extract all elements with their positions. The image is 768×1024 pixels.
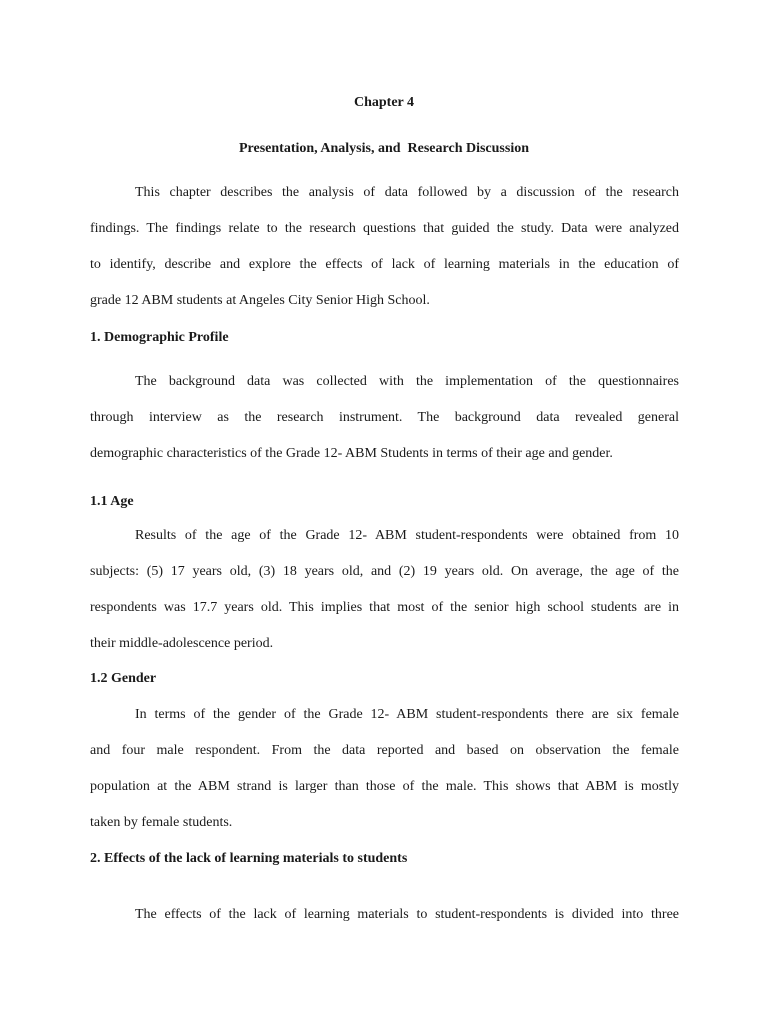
paragraph-line: Results of the age of the Grade 12- ABM student-respondents were obtained from 10 [135, 528, 679, 543]
gender-paragraph [90, 697, 679, 841]
paragraph-line: findings. The findings relate to the research questions that guided the study. Data were analyzed [90, 221, 679, 236]
chapter-title: Chapter 4 [353, 95, 415, 110]
paragraph-line: through interview as the research instrument. The background data revealed general [90, 410, 679, 425]
paragraph-line: and four male respondent. From the data reported and based on observation the female [90, 743, 679, 758]
paragraph-line: taken by female students. [90, 815, 233, 830]
paragraph-line: to identify, describe and explore the effects of lack of learning materials in the education of [90, 257, 679, 272]
effects-paragraph [90, 897, 679, 933]
paragraph-line: population at the ABM strand is larger than those of the male. This shows that ABM is mostly [90, 779, 679, 794]
paragraph-line: The effects of the lack of learning materials to student-respondents is divided into three [135, 907, 679, 922]
section-title: Presentation, Analysis, and Research Discussion [238, 141, 529, 156]
intro-paragraph [90, 175, 679, 319]
heading-age: 1.1 Age [90, 494, 134, 509]
heading-effects: 2. Effects of the lack of learning materials to students [90, 851, 408, 866]
demographic-paragraph [90, 364, 679, 472]
age-paragraph [90, 518, 679, 662]
paragraph-line: In terms of the gender of the Grade 12- ABM student-respondents there are six female [135, 707, 679, 722]
paragraph-line: demographic characteristics of the Grade 12- ABM Students in terms of their age and gender. [90, 446, 613, 461]
paragraph-line: The background data was collected with the implementation of the questionnaires [135, 374, 679, 389]
paragraph-line: grade 12 ABM students at Angeles City Senior High School. [90, 293, 430, 308]
paragraph-line: respondents was 17.7 years old. This implies that most of the senior high school students are in [90, 600, 679, 615]
paragraph-line: subjects: (5) 17 years old, (3) 18 years old, and (2) 19 years old. On average, the age of the [90, 564, 679, 579]
paragraph-line: This chapter describes the analysis of data followed by a discussion of the research [135, 185, 679, 200]
heading-demographic-profile: 1. Demographic Profile [90, 330, 229, 345]
paragraph-line: their middle-adolescence period. [90, 636, 274, 651]
heading-gender: 1.2 Gender [90, 671, 157, 686]
